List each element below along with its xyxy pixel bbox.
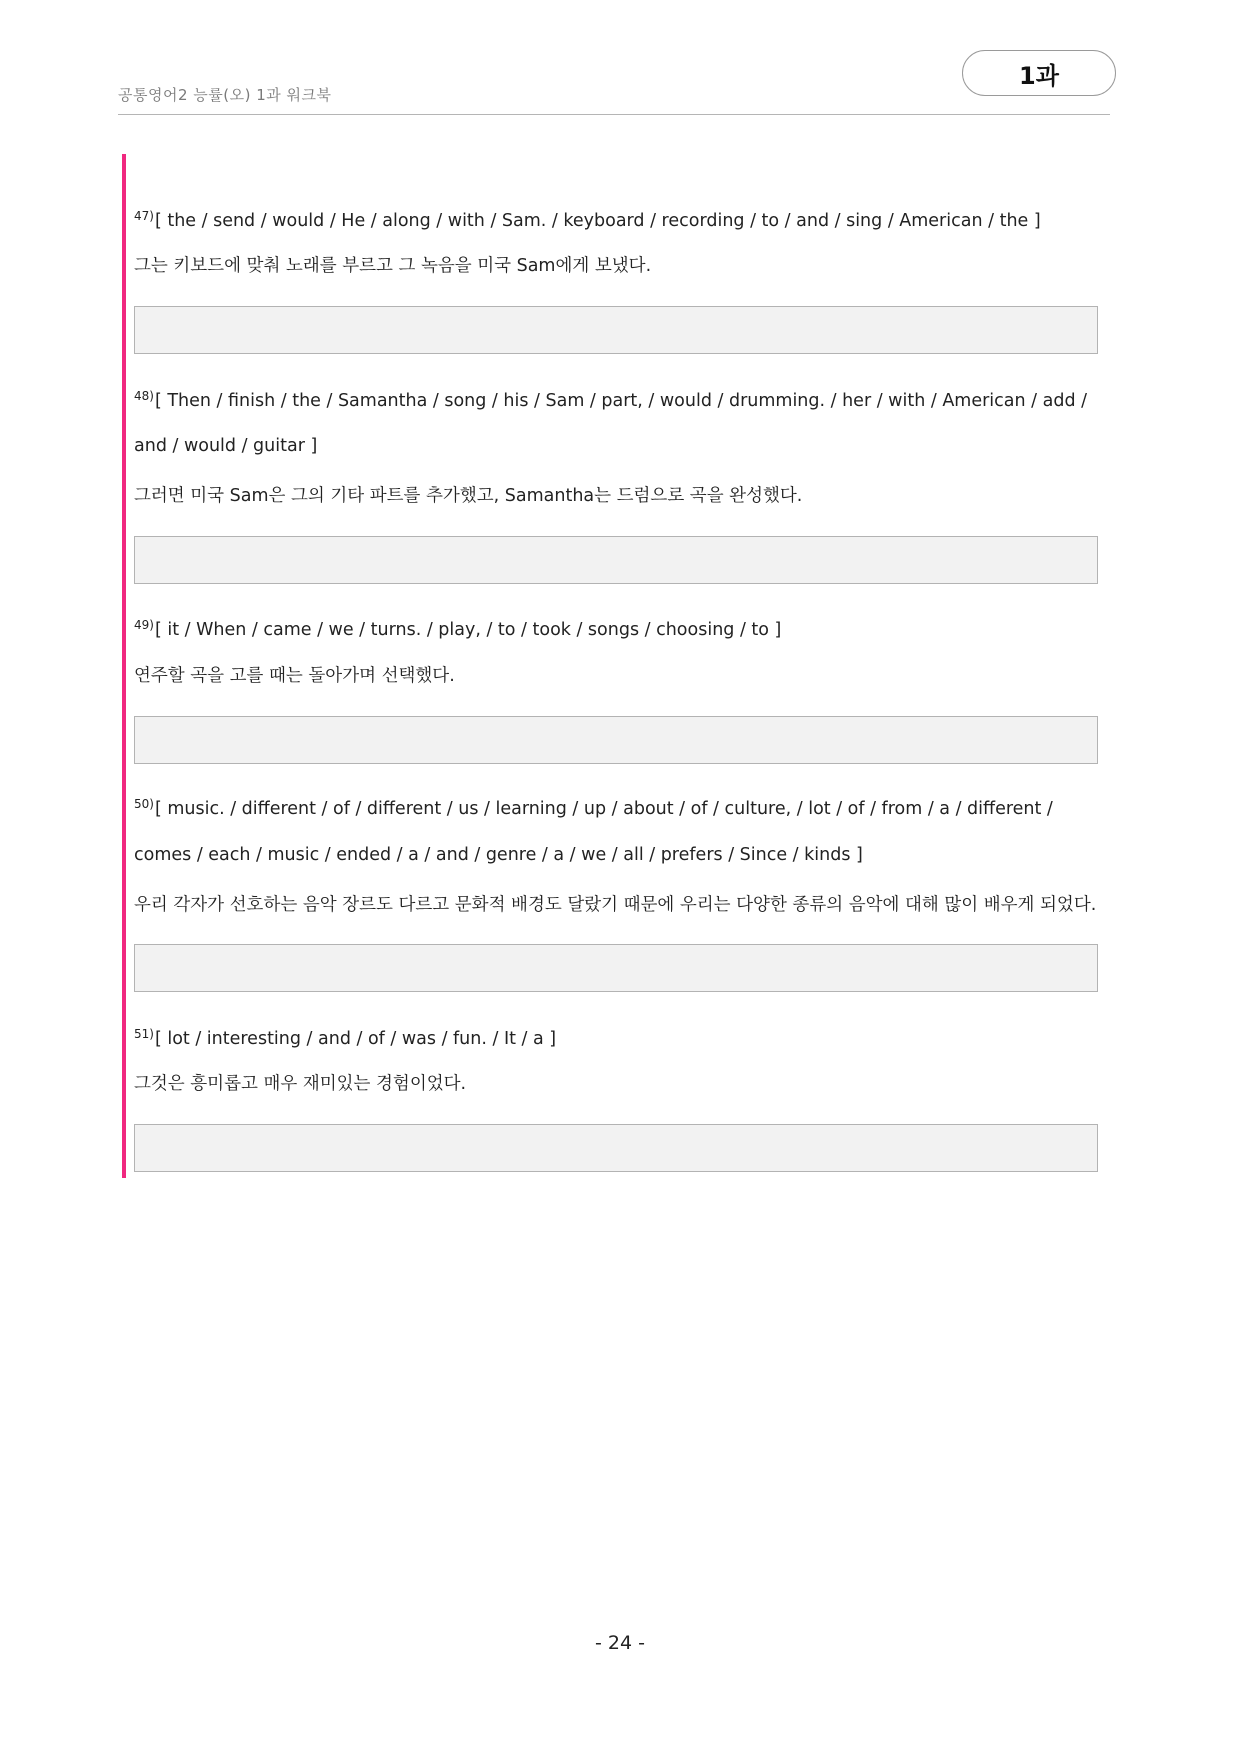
question-number: 47) (134, 209, 154, 223)
question-prompt (134, 1022, 556, 1051)
question-number: 48) (134, 389, 154, 403)
word-bank-line: comes / each / music / ended / a / and / genre / a / we / all / prefers / Since / kinds ] (134, 845, 863, 865)
word-bank-line: [ lot / interesting / and / of / was / fun. / It / a ] (154, 1029, 557, 1049)
word-bank-line: [ it / When / came / we / turns. / play, / to / took / songs / choosing / to ] (154, 620, 782, 640)
question-number: 51) (134, 1027, 154, 1041)
korean-translation: 우리 각자가 선호하는 음악 장르도 다르고 문화적 배경도 달랐기 때문에 우리는 다양한 종류의 음악에 대해 많이 배우게 되었다. (134, 895, 1097, 915)
answer-box[interactable] (134, 306, 1098, 354)
chapter-badge: 1과 (962, 50, 1116, 96)
answer-box[interactable] (134, 716, 1098, 764)
question-number: 50) (134, 797, 154, 811)
answer-box[interactable] (134, 536, 1098, 584)
answer-box[interactable] (134, 1124, 1098, 1172)
header-divider (118, 114, 1110, 115)
question-prompt (134, 613, 781, 642)
question-prompt (134, 204, 1041, 233)
word-bank-line: [ Then / finish / the / Samantha / song / his / Sam / part, / would / drumming. / her / with / American / add / (154, 391, 1088, 411)
korean-translation: 그것은 흥미롭고 매우 재미있는 경험이었다. (134, 1074, 467, 1094)
page-number: - 24 - (595, 1632, 645, 1654)
answer-box[interactable] (134, 944, 1098, 992)
question-prompt (134, 792, 1053, 821)
workbook-title: 공통영어2 능률(오) 1과 워크북 (118, 86, 332, 104)
korean-translation: 연주할 곡을 고를 때는 돌아가며 선택했다. (134, 666, 455, 686)
question-prompt (134, 384, 1087, 413)
section-accent-bar (122, 154, 126, 1178)
word-bank-line: and / would / guitar ] (134, 436, 318, 456)
word-bank-line: [ music. / different / of / different / us / learning / up / about / of / culture, / lot / of / from / a / different / (154, 799, 1053, 819)
word-bank-line: [ the / send / would / He / along / with / Sam. / keyboard / recording / to / and / sing / American / the ] (154, 211, 1041, 231)
korean-translation: 그러면 미국 Sam은 그의 기타 파트를 추가했고, Samantha는 드럼으로 곡을 완성했다. (134, 486, 803, 506)
question-number: 49) (134, 618, 154, 632)
korean-translation: 그는 키보드에 맞춰 노래를 부르고 그 녹음을 미국 Sam에게 보냈다. (134, 256, 652, 276)
